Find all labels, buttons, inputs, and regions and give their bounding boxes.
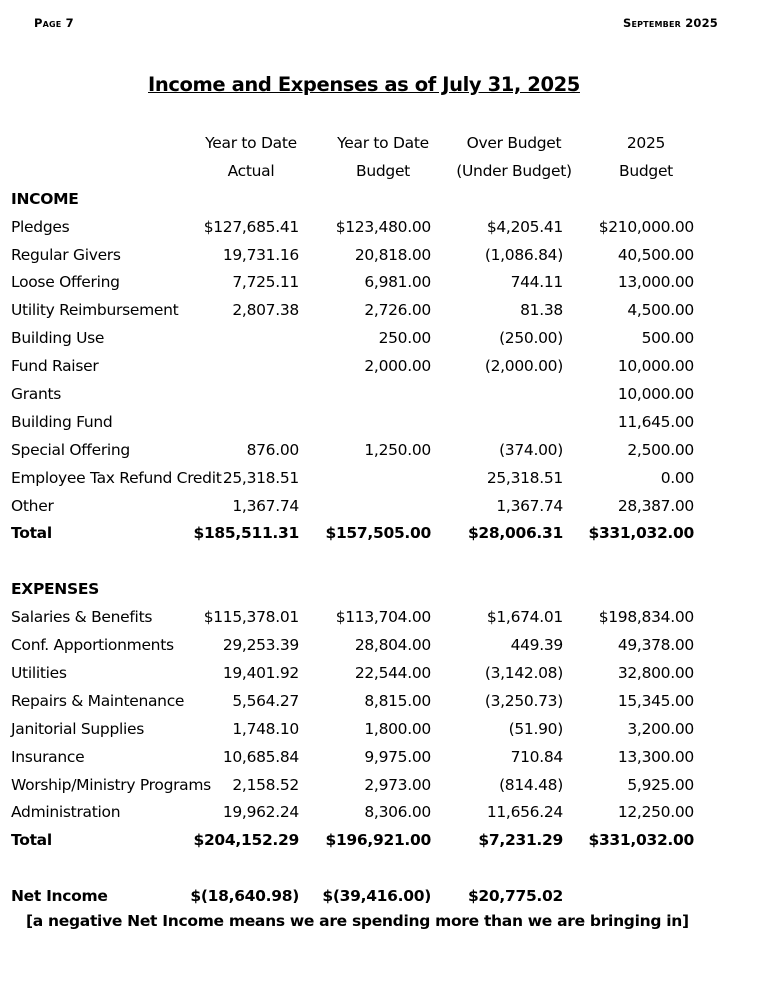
net-income-note: [a negative Net Income means we are spending more than we are bringing in]	[26, 912, 689, 930]
annual-budget-value: 5,925.00	[627, 775, 694, 794]
annual-budget-value: 13,300.00	[617, 747, 694, 766]
over-under-value: 1,367.74	[496, 496, 563, 515]
row-label: Pledges	[11, 217, 70, 236]
ytd-actual-value: 19,401.92	[222, 664, 299, 683]
row-label: Administration	[11, 803, 121, 822]
ytd-actual-value: 10,685.84	[222, 747, 299, 766]
ytd-actual-value: 19,731.16	[222, 245, 299, 264]
row-label: Fund Raiser	[11, 357, 99, 376]
row-label: Salaries & Benefits	[11, 608, 153, 627]
row-label: Loose Offering	[11, 273, 120, 292]
row-label: Regular Givers	[11, 245, 121, 264]
row-label: Total	[11, 524, 52, 543]
row-label: Utilities	[11, 664, 67, 683]
annual-budget-value: 49,378.00	[617, 636, 694, 655]
over-under-value: 11,656.24	[486, 803, 563, 822]
col-header-over-under: Over Budget	[466, 134, 562, 152]
ytd-actual-value: $115,378.01	[203, 608, 299, 627]
ytd-actual-value: $127,685.41	[203, 217, 299, 236]
ytd-budget-value: 6,981.00	[364, 273, 431, 292]
col-header-annual-budget-sub: Budget	[619, 161, 673, 180]
row-label: Janitorial Supplies	[11, 719, 145, 738]
row-label: Other	[11, 496, 54, 515]
row-label: Utility Reimbursement	[11, 301, 179, 320]
over-under-value: $28,006.31	[467, 524, 563, 543]
col-header-ytd-actual-sub: Actual	[227, 161, 275, 180]
row-label: Building Use	[11, 329, 105, 348]
annual-budget-value: 10,000.00	[617, 357, 694, 376]
ytd-budget-value: 2,000.00	[364, 357, 431, 376]
ytd-budget-value: 2,726.00	[364, 301, 431, 320]
annual-budget-value: 11,645.00	[617, 412, 694, 431]
annual-budget-value: 500.00	[641, 329, 694, 348]
row-label: Total	[11, 831, 52, 850]
page-title: Income and Expenses as of July 31, 2025	[148, 73, 580, 96]
ytd-budget-value: 8,306.00	[364, 803, 431, 822]
page-number: Page 7	[34, 16, 74, 30]
over-under-value: (250.00)	[499, 329, 563, 348]
ytd-actual-value: 25,318.51	[222, 468, 299, 487]
over-under-value: (51.90)	[508, 719, 563, 738]
ytd-budget-value: 9,975.00	[364, 747, 431, 766]
ytd-budget-value: 2,973.00	[364, 775, 431, 794]
annual-budget-value: 15,345.00	[617, 691, 694, 710]
ytd-actual-value: 2,807.38	[232, 301, 299, 320]
issue-date: September 2025	[622, 16, 718, 30]
row-label: Net Income	[11, 887, 108, 906]
ytd-budget-value: 8,815.00	[364, 691, 431, 710]
over-under-value: 744.11	[510, 273, 563, 292]
row-label: Building Fund	[11, 412, 113, 431]
ytd-actual-value: 5,564.27	[232, 691, 299, 710]
ytd-actual-value: 1,367.74	[232, 496, 299, 515]
annual-budget-value: $331,032.00	[588, 831, 694, 850]
row-label: Insurance	[11, 747, 85, 766]
over-under-value: 710.84	[510, 747, 563, 766]
over-under-value: (374.00)	[499, 440, 563, 459]
row-label: Employee Tax Refund Credit	[11, 468, 222, 487]
annual-budget-value: 0.00	[660, 468, 694, 487]
row-label: Worship/Ministry Programs	[11, 775, 211, 794]
ytd-actual-value: 29,253.39	[222, 636, 299, 655]
over-under-value: (3,250.73)	[484, 691, 563, 710]
ytd-budget-value: $113,704.00	[335, 608, 431, 627]
ytd-budget-value: 28,804.00	[354, 636, 431, 655]
ytd-budget-value: $196,921.00	[325, 831, 431, 850]
ytd-budget-value: 20,818.00	[354, 245, 431, 264]
annual-budget-value: 28,387.00	[617, 496, 694, 515]
row-label: Special Offering	[11, 440, 130, 459]
annual-budget-value: 12,250.00	[617, 803, 694, 822]
annual-budget-value: 2,500.00	[627, 440, 694, 459]
ytd-actual-value: $204,152.29	[193, 831, 299, 850]
over-under-value: 25,318.51	[486, 468, 563, 487]
annual-budget-value: 10,000.00	[617, 385, 694, 404]
col-header-ytd-budget: Year to Date	[337, 134, 429, 152]
annual-budget-value: 40,500.00	[617, 245, 694, 264]
over-under-value: $7,231.29	[478, 831, 563, 850]
over-under-value: (1,086.84)	[484, 245, 563, 264]
row-label: Conf. Apportionments	[11, 636, 174, 655]
over-under-value: $20,775.02	[467, 887, 563, 906]
over-under-value: (2,000.00)	[484, 357, 563, 376]
ytd-budget-value: $(39,416.00)	[322, 887, 431, 906]
over-under-value: $1,674.01	[486, 608, 563, 627]
annual-budget-value: 13,000.00	[617, 273, 694, 292]
col-header-over-under-sub: (Under Budget)	[456, 161, 572, 180]
ytd-actual-value: $185,511.31	[193, 524, 299, 543]
annual-budget-value: $198,834.00	[598, 608, 694, 627]
over-under-value: $4,205.41	[486, 217, 563, 236]
ytd-actual-value: 876.00	[246, 440, 299, 459]
row-label: Repairs & Maintenance	[11, 691, 185, 710]
col-header-ytd-budget-sub: Budget	[356, 161, 410, 180]
ytd-budget-value: 1,250.00	[364, 440, 431, 459]
ytd-budget-value: $123,480.00	[335, 217, 431, 236]
annual-budget-value: $331,032.00	[588, 524, 694, 543]
section-heading: INCOME	[11, 189, 79, 208]
ytd-budget-value: 22,544.00	[354, 664, 431, 683]
ytd-actual-value: $(18,640.98)	[190, 887, 299, 906]
over-under-value: (3,142.08)	[484, 664, 563, 683]
annual-budget-value: $210,000.00	[598, 217, 694, 236]
ytd-budget-value: 1,800.00	[364, 719, 431, 738]
over-under-value: 81.38	[520, 301, 563, 320]
annual-budget-value: 32,800.00	[617, 664, 694, 683]
annual-budget-value: 3,200.00	[627, 719, 694, 738]
ytd-budget-value: $157,505.00	[325, 524, 431, 543]
ytd-budget-value: 250.00	[378, 329, 431, 348]
section-heading: EXPENSES	[11, 580, 99, 599]
ytd-actual-value: 1,748.10	[232, 719, 299, 738]
row-label: Grants	[11, 385, 62, 404]
over-under-value: 449.39	[510, 636, 563, 655]
col-header-annual-budget: 2025	[626, 134, 666, 152]
ytd-actual-value: 19,962.24	[222, 803, 299, 822]
over-under-value: (814.48)	[499, 775, 563, 794]
annual-budget-value: 4,500.00	[627, 301, 694, 320]
ytd-actual-value: 7,725.11	[232, 273, 299, 292]
ytd-actual-value: 2,158.52	[232, 775, 299, 794]
col-header-ytd-actual: Year to Date	[205, 134, 297, 152]
